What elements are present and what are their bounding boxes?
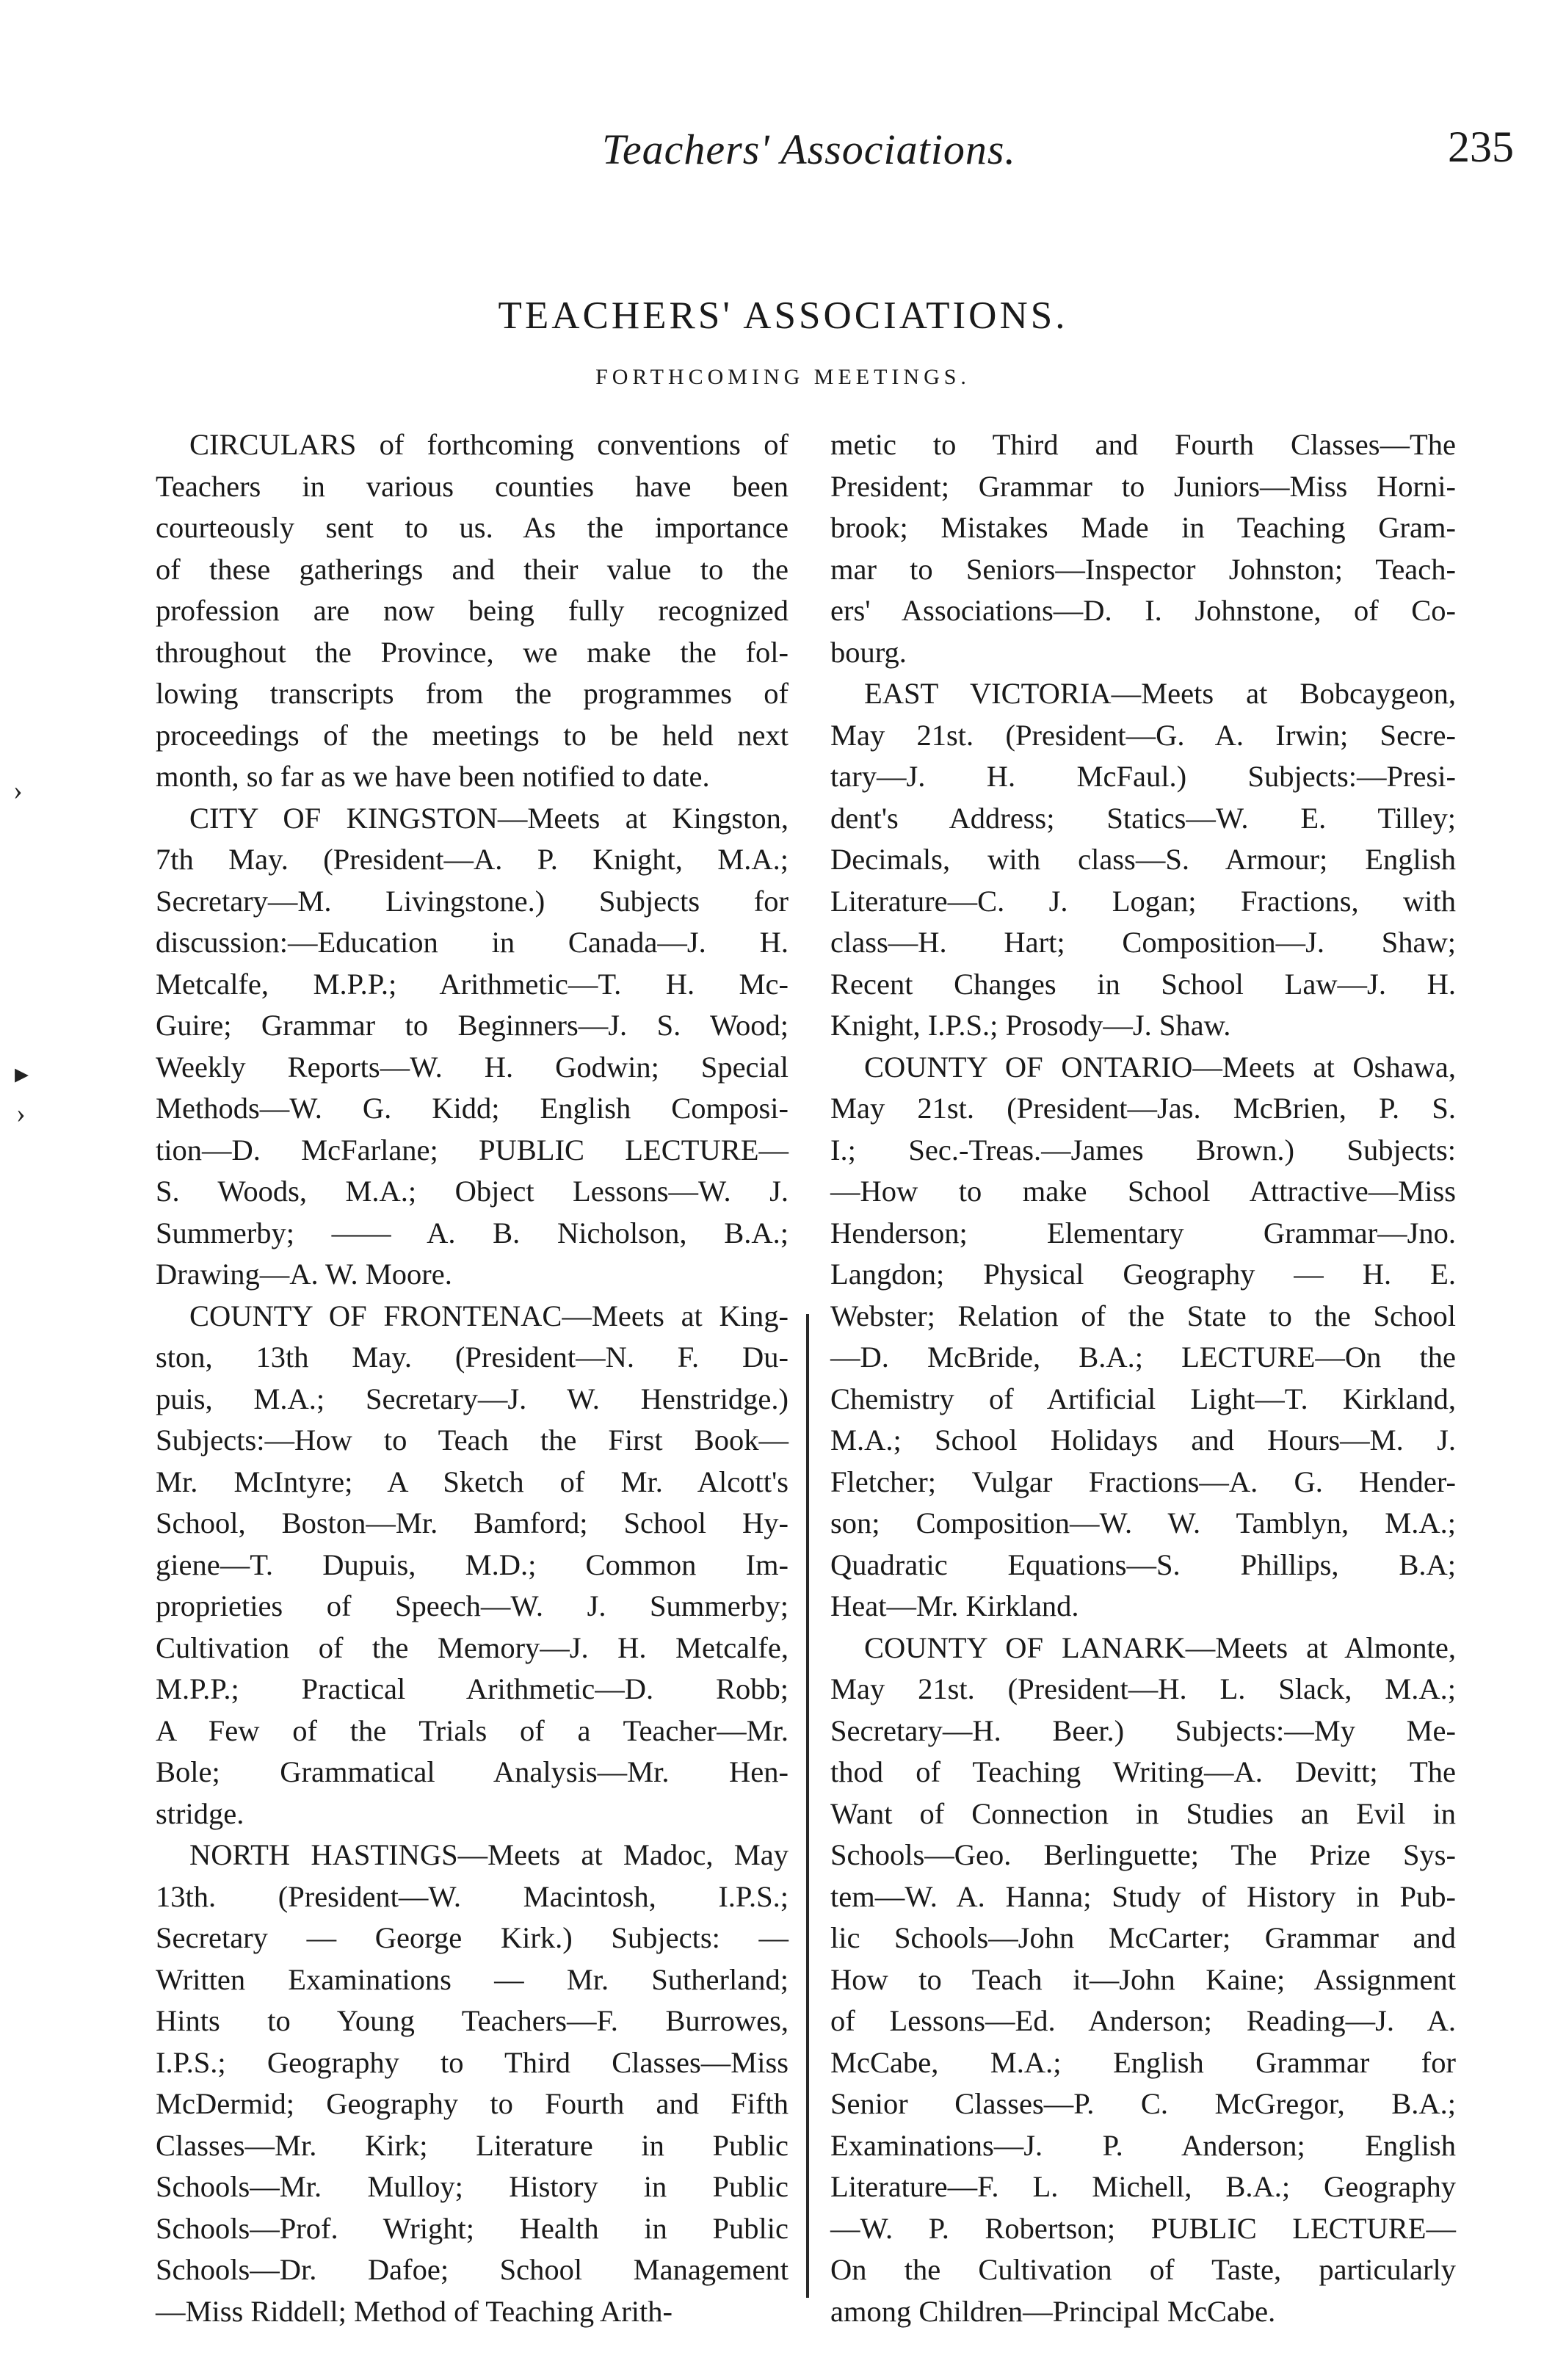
left-column-line: Secretary—M. Livingstone.) Subjects for — [156, 884, 789, 918]
right-column-line: of Lessons—Ed. Anderson; Reading—J. A. — [830, 2004, 1456, 2037]
right-column-line: On the Cultivation of Taste, particularly — [830, 2253, 1456, 2286]
right-column-line: Literature—F. L. Michell, B.A.; Geography — [830, 2170, 1456, 2203]
right-column-line: dent's Address; Statics—W. E. Tilley; — [830, 801, 1456, 835]
margin-mark-2: ▸ — [15, 1059, 29, 1089]
left-column-line: Metcalfe, M.P.P.; Arithmetic—T. H. Mc- — [156, 967, 789, 1001]
left-column-line: School, Boston—Mr. Bamford; School Hy- — [156, 1506, 789, 1539]
right-column-line: EAST VICTORIA—Meets at Bobcaygeon, — [864, 677, 1456, 710]
right-column-line: mar to Seniors—Inspector Johnston; Teach- — [830, 552, 1456, 586]
right-column-line: —W. P. Robertson; PUBLIC LECTURE— — [830, 2211, 1456, 2245]
right-column-line: son; Composition—W. W. Tamblyn, M.A.; — [830, 1506, 1456, 1539]
right-column-line: Chemistry of Artificial Light—T. Kirkland, — [830, 1382, 1456, 1415]
left-column-line: 13th. (President—W. Macintosh, I.P.S.; — [156, 1879, 789, 1913]
right-column-line: Fletcher; Vulgar Fractions—A. G. Hender- — [830, 1465, 1456, 1498]
left-column-line: lowing transcripts from the programmes of — [156, 677, 789, 710]
right-column-line: May 21st. (President—G. A. Irwin; Secre- — [830, 718, 1456, 752]
left-column-line: Hints to Young Teachers—F. Burrowes, — [156, 2004, 789, 2037]
right-column-line: brook; Mistakes Made in Teaching Gram- — [830, 511, 1456, 544]
right-column-line: lic Schools—John McCarter; Grammar and — [830, 1921, 1456, 1954]
left-column-line: giene—T. Dupuis, M.D.; Common Im- — [156, 1548, 789, 1581]
right-column-line: thod of Teaching Writing—A. Devitt; The — [830, 1755, 1456, 1788]
left-column-line: stridge. — [156, 1796, 244, 1830]
left-column-line: Schools—Prof. Wright; Health in Public — [156, 2211, 789, 2245]
right-column-line: Literature—C. J. Logan; Fractions, with — [830, 884, 1456, 918]
left-column-line: courteously sent to us. As the importance — [156, 511, 789, 544]
left-column-line: Guire; Grammar to Beginners—J. S. Wood; — [156, 1009, 789, 1042]
left-column-line: NORTH HASTINGS—Meets at Madoc, May — [189, 1838, 789, 1871]
right-column-line: tem—W. A. Hanna; Study of History in Pub- — [830, 1879, 1456, 1913]
left-column-line: Subjects:—How to Teach the First Book— — [156, 1423, 789, 1456]
left-column-line: Schools—Dr. Dafoe; School Management — [156, 2253, 789, 2286]
left-column-line: of these gatherings and their value to the — [156, 552, 789, 586]
left-column-line: CITY OF KINGSTON—Meets at Kingston, — [189, 801, 789, 835]
left-column-line: 7th May. (President—A. P. Knight, M.A.; — [156, 843, 789, 876]
margin-mark-1: › — [13, 775, 23, 806]
left-column-line: CIRCULARS of forthcoming conventions of — [189, 428, 789, 461]
left-column-line: discussion:—Education in Canada—J. H. — [156, 926, 789, 959]
left-column-line: Teachers in various counties have been — [156, 469, 789, 503]
right-column-line: Secretary—H. Beer.) Subjects:—My Me- — [830, 1713, 1456, 1747]
right-column-line: May 21st. (President—H. L. Slack, M.A.; — [830, 1672, 1456, 1705]
left-column-line: puis, M.A.; Secretary—J. W. Henstridge.) — [156, 1382, 789, 1415]
right-column-line: metic to Third and Fourth Classes—The — [830, 428, 1456, 461]
left-column-line: Mr. McIntyre; A Sketch of Mr. Alcott's — [156, 1465, 789, 1498]
left-column-line: proceedings of the meetings to be held next — [156, 718, 789, 752]
left-column-line: Methods—W. G. Kidd; English Composi- — [156, 1092, 789, 1125]
column-divider — [806, 1314, 809, 2298]
right-column-line: President; Grammar to Juniors—Miss Horni- — [830, 469, 1456, 503]
left-column-line: Secretary — George Kirk.) Subjects: — — [156, 1921, 789, 1954]
left-column-line: tion—D. McFarlane; PUBLIC LECTURE— — [156, 1133, 789, 1167]
left-column-line: COUNTY OF FRONTENAC—Meets at King- — [189, 1299, 789, 1332]
right-column-line: Heat—Mr. Kirkland. — [830, 1589, 1079, 1622]
left-column-line: M.P.P.; Practical Arithmetic—D. Robb; — [156, 1672, 789, 1705]
right-column-line: COUNTY OF ONTARIO—Meets at Oshawa, — [864, 1050, 1456, 1084]
right-column-line: bourg. — [830, 635, 907, 669]
right-column-line: Examinations—J. P. Anderson; English — [830, 2128, 1456, 2162]
right-column-line: M.A.; School Holidays and Hours—M. J. — [830, 1423, 1456, 1456]
right-column-line: Knight, I.P.S.; Prosody—J. Shaw. — [830, 1009, 1231, 1042]
left-column-line: Weekly Reports—W. H. Godwin; Special — [156, 1050, 789, 1084]
left-column-line: I.P.S.; Geography to Third Classes—Miss — [156, 2045, 789, 2079]
left-column-line: —Miss Riddell; Method of Teaching Arith- — [156, 2294, 673, 2328]
left-column-line: month, so far as we have been notified to date. — [156, 760, 710, 793]
right-column-line: tary—J. H. McFaul.) Subjects:—Presi- — [830, 760, 1456, 793]
right-column-line: I.; Sec.-Treas.—James Brown.) Subjects: — [830, 1133, 1456, 1167]
margin-mark-3: › — [16, 1098, 26, 1129]
right-column-line: Senior Classes—P. C. McGregor, B.A.; — [830, 2087, 1456, 2120]
left-column-line: A Few of the Trials of a Teacher—Mr. — [156, 1713, 789, 1747]
right-column-line: Decimals, with class—S. Armour; English — [830, 843, 1456, 876]
right-column-line: How to Teach it—John Kaine; Assignment — [830, 1962, 1456, 1996]
left-column-line: proprieties of Speech—W. J. Summerby; — [156, 1589, 789, 1622]
left-column-line: Cultivation of the Memory—J. H. Metcalfe, — [156, 1630, 789, 1664]
left-column-line: Schools—Mr. Mulloy; History in Public — [156, 2170, 789, 2203]
right-column-line: Schools—Geo. Berlinguette; The Prize Sys- — [830, 1838, 1456, 1871]
right-column-line: among Children—Principal McCabe. — [830, 2294, 1276, 2328]
left-column-line: Summerby; —— A. B. Nicholson, B.A.; — [156, 1216, 789, 1249]
right-column-line: Langdon; Physical Geography — H. E. — [830, 1258, 1456, 1291]
right-column-line: Henderson; Elementary Grammar—Jno. — [830, 1216, 1456, 1249]
right-column-line: —D. McBride, B.A.; LECTURE—On the — [830, 1340, 1456, 1374]
right-column-line: McCabe, M.A.; English Grammar for — [830, 2045, 1456, 2079]
article-title: TEACHERS' ASSOCIATIONS. — [498, 294, 1068, 337]
left-column-line: S. Woods, M.A.; Object Lessons—W. J. — [156, 1175, 789, 1208]
left-column-line: McDermid; Geography to Fourth and Fifth — [156, 2087, 789, 2120]
left-column-line: Drawing—A. W. Moore. — [156, 1258, 452, 1291]
right-column-line: Quadratic Equations—S. Phillips, B.A; — [830, 1548, 1456, 1581]
right-column-line: class—H. Hart; Composition—J. Shaw; — [830, 926, 1456, 959]
right-column-line: Webster; Relation of the State to the School — [830, 1299, 1456, 1332]
right-column-line: —How to make School Attractive—Miss — [830, 1175, 1456, 1208]
right-column-line: Recent Changes in School Law—J. H. — [830, 967, 1456, 1001]
right-column-line: COUNTY OF LANARK—Meets at Almonte, — [864, 1630, 1456, 1664]
left-column-line: profession are now being fully recognized — [156, 594, 789, 627]
left-column-line: Written Examinations — Mr. Sutherland; — [156, 1962, 789, 1996]
right-column-line: ers' Associations—D. I. Johnstone, of Co- — [830, 594, 1456, 627]
right-column — [830, 424, 1456, 2332]
right-column-line: May 21st. (President—Jas. McBrien, P. S. — [830, 1092, 1456, 1125]
page-number: 235 — [1448, 123, 1514, 171]
left-column-line: Classes—Mr. Kirk; Literature in Public — [156, 2128, 789, 2162]
left-column-line: ston, 13th May. (President—N. F. Du- — [156, 1340, 789, 1374]
left-column-line: Bole; Grammatical Analysis—Mr. Hen- — [156, 1755, 789, 1788]
left-column-line: throughout the Province, we make the fol- — [156, 635, 789, 669]
left-column — [156, 424, 789, 2332]
article-subtitle: FORTHCOMING MEETINGS. — [595, 365, 971, 389]
right-column-line: Want of Connection in Studies an Evil in — [830, 1796, 1456, 1830]
running-head: Teachers' Associations. — [602, 126, 1016, 173]
